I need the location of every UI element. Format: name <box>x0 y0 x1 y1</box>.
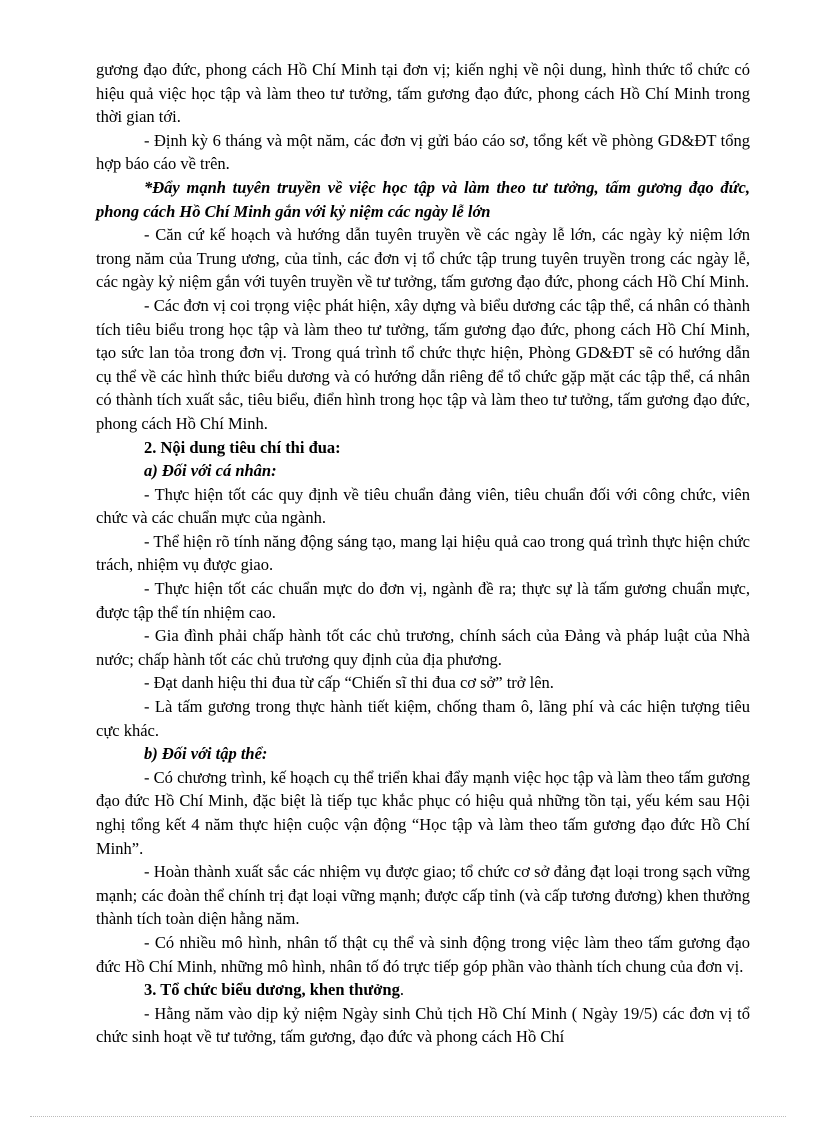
paragraph-commendation: - Các đơn vị coi trọng việc phát hiện, xây dựng và biểu dương các tập thể, cá nhân có thành tích tiêu biểu trong học tập và làm theo tư tưởng, tấm gương đạo đức, phong cách Hồ Chí Minh, tạo sức lan tỏa trong đơn vị. Trong quá trình tổ chức thực hiện, Phòng GD&ĐT sẽ có hướng dẫn cụ thể về các hình thức biểu dương và có hướng dẫn riêng để tổ chức gặp mặt các tập thể, cá nhân có thành tích xuất sắc, tiêu biểu, điển hình trong học tập và làm theo tư tưởng, tấm gương đạo đức, phong cách Hồ Chí Minh. <box>96 295 750 433</box>
list-item: - Hằng năm vào dịp kỷ niệm Ngày sinh Chủ tịch Hồ Chí Minh ( Ngày 19/5) các đơn vị tổ chức sinh hoạt về tư tưởng, tấm gương, đạo đức và phong cách Hồ Chí <box>96 1003 750 1047</box>
heading-awards <box>96 978 750 1002</box>
heading-criteria: 2. Nội dung tiêu chí thi đua: <box>144 437 341 457</box>
document-page <box>96 58 750 1049</box>
subheading-propaganda: *Đẩy mạnh tuyên truyền về việc học tập và làm theo tư tưởng, tấm gương đạo đức, phong cách Hồ Chí Minh gắn với kỷ niệm các ngày lễ lớn <box>96 177 750 221</box>
paragraph-propaganda-plan: - Căn cứ kế hoạch và hướng dẫn tuyên truyền về các ngày lễ lớn, các ngày kỷ niệm lớn trong năm của Trung ương, của tỉnh, các đơn vị tổ chức tập trung tuyên truyền trong các ngày lễ, các ngày kỷ niệm gắn với tuyên truyền về tư tưởng, tấm gương đạo đức, phong cách Hồ Chí Minh. <box>96 225 750 292</box>
paragraph-report-schedule: - Định kỳ 6 tháng và một năm, các đơn vị gửi báo cáo sơ, tổng kết về phòng GD&ĐT tổng hợp báo cáo về trên. <box>96 130 750 174</box>
subheading-collective: b) Đối với tập thể: <box>144 744 268 764</box>
list-item: - Thể hiện rõ tính năng động sáng tạo, mang lại hiệu quả cao trong quá trình thực hiện chức trách, nhiệm vụ được giao. <box>96 531 750 575</box>
heading-awards-period: . <box>399 980 404 1000</box>
list-item: - Có nhiều mô hình, nhân tố thật cụ thể và sinh động trong việc làm theo tấm gương đạo đức Hồ Chí Minh, những mô hình, nhân tố đó trực tiếp góp phần vào thành tích chung của đơn vị. <box>96 932 750 976</box>
list-item: - Gia đình phải chấp hành tốt các chủ trương, chính sách của Đảng và pháp luật của Nhà nước; chấp hành tốt các chủ trương quy định của địa phương. <box>96 626 750 669</box>
list-item: - Thực hiện tốt các quy định về tiêu chuẩn đảng viên, tiêu chuẩn đối với công chức, viên chức và các chuẩn mực của ngành. <box>96 484 750 528</box>
list-item: - Là tấm gương trong thực hành tiết kiệm, chống tham ô, lãng phí và các hiện tượng tiêu cực khác. <box>96 697 750 740</box>
page-bottom-rule <box>30 1116 786 1117</box>
list-item: - Đạt danh hiệu thi đua từ cấp “Chiến sĩ thi đua cơ sở” trở lên. <box>144 673 554 693</box>
list-item: - Có chương trình, kế hoạch cụ thể triển khai đẩy mạnh việc học tập và làm theo tấm gương đạo đức Hồ Chí Minh, đặc biệt là tiếp tục khắc phục có hiệu quả những tồn tại, yếu kém sau Hội nghị tổng kết 4 năm thực hiện cuộc vận động “Học tập và làm theo tấm gương đạo đức Hồ Chí Minh”. <box>96 767 750 858</box>
list-item: - Thực hiện tốt các chuẩn mực do đơn vị, ngành đề ra; thực sự là tấm gương chuẩn mực, được tập thể tín nhiệm cao. <box>96 579 750 622</box>
list-item: - Hoàn thành xuất sắc các nhiệm vụ được giao; tổ chức cơ sở đảng đạt loại trong sạch vững mạnh; các đoàn thể chính trị đạt loại vững mạnh; được cấp tỉnh (và cấp tương đương) khen thưởng thành tích toàn diện hằng năm. <box>96 862 750 929</box>
subheading-individual: a) Đối với cá nhân: <box>144 461 277 481</box>
paragraph-continuation: gương đạo đức, phong cách Hồ Chí Minh tại đơn vị; kiến nghị về nội dung, hình thức tổ chức có hiệu quả việc học tập và làm theo tư tưởng, tấm gương đạo đức, phong cách Hồ Chí Minh trong thời gian tới. <box>96 60 750 127</box>
heading-awards-text: 3. Tổ chức biểu dương, khen thưởng <box>144 980 400 1000</box>
